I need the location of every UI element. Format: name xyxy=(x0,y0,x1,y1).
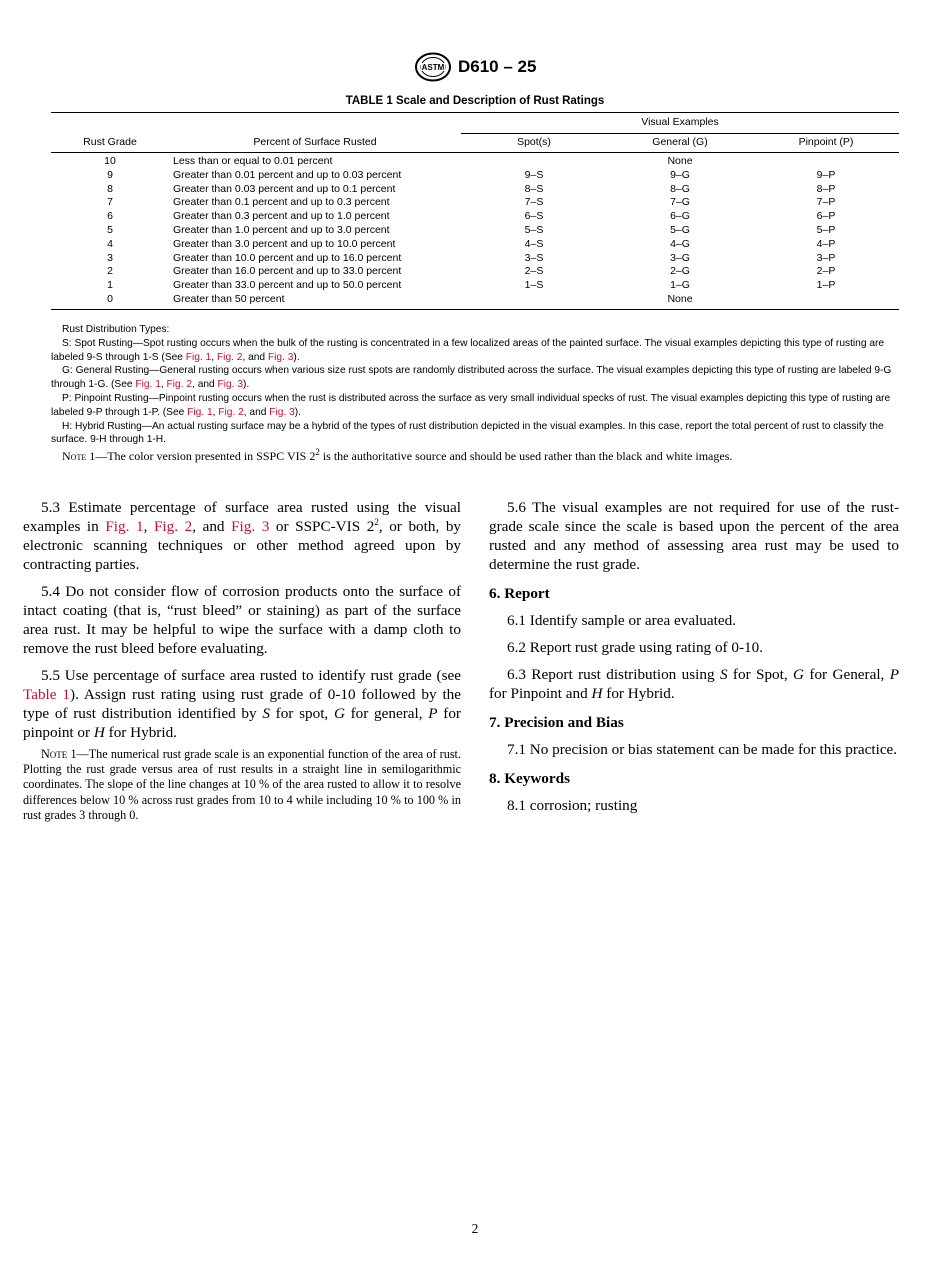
section-8-heading: 8. Keywords xyxy=(489,770,570,787)
visual-examples-header: Visual Examples xyxy=(461,113,899,134)
cell-rust-grade: 4 xyxy=(107,237,113,250)
note-1: Note 1—The numerical rust grade scale is an exponential function of the area of rust. Plotting the rust grade versus area of rust results in a straight line in semilogarithmic coordinates. The slope of the line changes at 10 % of the area rusted to allow it to resolve differences below 10 % across rust grades from 10 to 4 while including 10 % to 100 % in rust grades 3 through 0. xyxy=(23,747,461,822)
cell-spot: 3–S xyxy=(524,251,544,264)
page-header xyxy=(0,52,950,84)
table-row xyxy=(51,238,899,252)
cell-percent: Greater than 16.0 percent and up to 33.0 percent xyxy=(173,265,402,278)
paragraph-5-6: 5.6 The visual examples are not required for use of the rust-grade scale since the scale is based upon the percent of the area rusted and any method of assessing area rust may be used to determine the rust grade. xyxy=(489,499,899,573)
cell-rust-grade: 2 xyxy=(107,265,113,278)
cell-spot: 1–S xyxy=(524,279,544,292)
cell-spot: 7–S xyxy=(524,196,544,209)
page-number: 2 xyxy=(471,1221,479,1236)
cell-general: 7–G xyxy=(670,196,690,209)
logo-text: ASTM xyxy=(421,63,445,72)
paragraph-5-3: 5.3 Estimate percentage of surface area rusted using the visual examples in Fig. 1, Fig. 2, and Fig. 3 or SSPC-VIS $2^2$, or both, by electronic scanning techniques or other method agreed upon by contracting parties. xyxy=(23,499,462,573)
cell-percent: Greater than 0.01 percent and up to 0.03 percent xyxy=(173,168,402,181)
cell-pinpoint: 8–P xyxy=(816,182,836,195)
table-row xyxy=(51,252,899,266)
cell-general: 5–G xyxy=(670,223,690,236)
paragraph-6-1: 6.1 Identify sample or area evaluated. xyxy=(507,612,736,629)
cell-pinpoint xyxy=(753,153,899,169)
section-6-heading: 6. Report xyxy=(489,585,550,602)
paragraph-5-4: 5.4 Do not consider flow of corrosion products onto the surface of intact coating (that is, “rust bleed” or staining) as part of the surface area rust. It may be helpful to wipe the surface with a damp cloth to remove the rust bleed before evaluating. xyxy=(23,583,461,657)
cell-general: 1–G xyxy=(670,279,690,292)
document-id: D610 – 25 xyxy=(458,57,537,76)
left-column xyxy=(23,498,461,831)
fig3-link[interactable]: Fig. 3 xyxy=(231,518,270,535)
cell-general: 3–G xyxy=(670,251,690,264)
cell-general: None xyxy=(607,293,753,309)
fig3-link[interactable]: Fig. 3 xyxy=(267,351,294,363)
table-row xyxy=(51,169,899,183)
cell-percent: Greater than 0.03 percent and up to 0.1 percent xyxy=(173,182,396,195)
cell-spot xyxy=(461,293,607,309)
col-header-rust-grade: Rust Grade xyxy=(51,134,169,153)
table-row xyxy=(51,196,899,210)
fig1-link[interactable]: Fig. 1 xyxy=(135,379,161,391)
table-body xyxy=(51,153,899,310)
fig1-link[interactable]: Fig. 1 xyxy=(187,406,213,418)
table-row xyxy=(51,293,899,309)
paragraph-8-1: 8.1 corrosion; rusting xyxy=(507,797,638,814)
col-header-general: General (G) xyxy=(607,134,753,153)
cell-pinpoint: 6–P xyxy=(816,210,836,223)
cell-pinpoint xyxy=(753,293,899,309)
cell-general: 2–G xyxy=(670,265,690,278)
cell-pinpoint: 9–P xyxy=(816,168,836,181)
footnote-general: G: General Rusting—General rusting occurs when various size rust spots are randomly distributed across the surface. The visual examples depicting this type of rusting are labeled 9-G through 1-G. (See Fig. 1, Fig. 2, and Fig. 3). xyxy=(51,365,892,391)
rust-types-heading: Rust Distribution Types: xyxy=(62,324,170,335)
cell-percent: Greater than 50 percent xyxy=(169,293,461,309)
footnote-hybrid: H: Hybrid Rusting—An actual rusting surface may be a hybrid of the types of rust distribution depicted in the visual examples. In this case, report the total percent of rust to classify the surface. 9-H through 1-H. xyxy=(51,420,884,446)
cell-general: 8–G xyxy=(670,182,690,195)
table-title: TABLE 1 Scale and Description of Rust Ratings xyxy=(345,95,605,107)
section-7-heading: 7. Precision and Bias xyxy=(489,714,624,731)
table1-link[interactable]: Table 1 xyxy=(23,686,71,703)
table-row xyxy=(51,183,899,197)
rust-rating-table xyxy=(51,112,899,310)
footnote-spot: S: Spot Rusting—Spot rusting occurs when the bulk of the rusting is concentrated in a few localized areas of the painted surface. The visual examples depicting this type of rusting are labeled 9-S through 1-S (See Fig. 1, Fig. 2, and Fig. 3). xyxy=(51,337,885,363)
cell-general: 6–G xyxy=(670,210,690,223)
col-header-pinpoint: Pinpoint (P) xyxy=(753,134,899,153)
cell-spot: 5–S xyxy=(524,223,544,236)
astm-logo-icon xyxy=(414,52,452,82)
fig2-link[interactable]: Fig. 2 xyxy=(153,518,193,535)
fig1-link[interactable]: Fig. 1 xyxy=(185,351,212,363)
table-row xyxy=(51,153,899,169)
paragraph-6-3: 6.3 Report rust distribution using S for Spot, G for General, P for Pinpoint and H for Hybrid. xyxy=(489,666,900,702)
cell-rust-grade: 3 xyxy=(107,251,113,264)
cell-spot: 9–S xyxy=(524,168,544,181)
cell-percent: Greater than 1.0 percent and up to 3.0 percent xyxy=(173,223,390,236)
table-row xyxy=(51,279,899,293)
paragraph-7-1: 7.1 No precision or bias statement can be made for this practice. xyxy=(507,741,898,758)
fig2-link[interactable]: Fig. 2 xyxy=(166,379,193,391)
cell-rust-grade: 5 xyxy=(107,223,113,236)
fig3-link[interactable]: Fig. 3 xyxy=(217,379,244,391)
cell-percent: Less than or equal to 0.01 percent xyxy=(173,155,333,167)
cell-rust-grade: 0 xyxy=(51,293,169,309)
table-note: Note 1—The color version presented in SSPC VIS $2^2$ is the authoritative source and should be used rather than the black and white images. xyxy=(62,447,733,464)
cell-spot xyxy=(461,153,607,169)
cell-pinpoint: 7–P xyxy=(816,196,836,209)
cell-rust-grade: 10 xyxy=(104,155,116,167)
cell-general: None xyxy=(667,155,693,167)
cell-percent: Greater than 0.1 percent and up to 0.3 percent xyxy=(173,196,390,209)
cell-spot: 4–S xyxy=(524,237,544,250)
col-header-percent: Percent of Surface Rusted xyxy=(169,134,461,153)
cell-percent: Greater than 33.0 percent and up to 50.0 percent xyxy=(173,279,402,292)
cell-pinpoint: 5–P xyxy=(816,223,836,236)
table-row xyxy=(51,224,899,238)
cell-spot: 2–S xyxy=(524,265,544,278)
cell-pinpoint: 4–P xyxy=(816,237,836,250)
fig2-link[interactable]: Fig. 2 xyxy=(218,406,244,418)
right-column xyxy=(489,498,899,823)
paragraph-6-2: 6.2 Report rust grade using rating of 0-10. xyxy=(507,639,764,656)
cell-pinpoint: 3–P xyxy=(816,251,836,264)
cell-spot: 6–S xyxy=(524,210,544,223)
cell-rust-grade: 9 xyxy=(107,168,113,181)
fig3-link[interactable]: Fig. 3 xyxy=(269,406,295,418)
cell-spot: 8–S xyxy=(524,182,544,195)
footnote-pinpoint: P: Pinpoint Rusting—Pinpoint rusting occurs when the rust is distributed across the surface as very small individual specks of rust. The visual examples depicting this type of rusting are labeled 9-P through 1-P. (See Fig. 1, Fig. 2, and Fig. 3). xyxy=(51,392,891,418)
fig2-link[interactable]: Fig. 2 xyxy=(216,351,243,363)
cell-pinpoint: 2–P xyxy=(816,265,836,278)
col-header-spot: Spot(s) xyxy=(461,134,607,153)
cell-general: 9–G xyxy=(670,168,690,181)
cell-percent: Greater than 0.3 percent and up to 1.0 percent xyxy=(173,210,390,223)
table-row xyxy=(51,265,899,279)
cell-percent: Greater than 10.0 percent and up to 16.0 percent xyxy=(173,251,402,264)
cell-rust-grade: 1 xyxy=(107,279,113,292)
cell-rust-grade: 6 xyxy=(107,210,113,223)
table-footnotes xyxy=(51,323,899,464)
table-row xyxy=(51,210,899,224)
cell-rust-grade: 8 xyxy=(107,182,113,195)
cell-percent: Greater than 3.0 percent and up to 10.0 percent xyxy=(173,237,396,250)
cell-general: 4–G xyxy=(670,237,690,250)
cell-pinpoint: 1–P xyxy=(816,279,836,292)
cell-rust-grade: 7 xyxy=(107,196,113,209)
paragraph-5-5: 5.5 Use percentage of surface area rusted to identify rust grade (see Table 1). Assign rust rating using rust grade of 0-10 followed by the type of rust distribution identified by S for spot, G for general, P for pinpoint or H for Hybrid. xyxy=(23,667,461,741)
fig1-link[interactable]: Fig. 1 xyxy=(105,518,144,535)
